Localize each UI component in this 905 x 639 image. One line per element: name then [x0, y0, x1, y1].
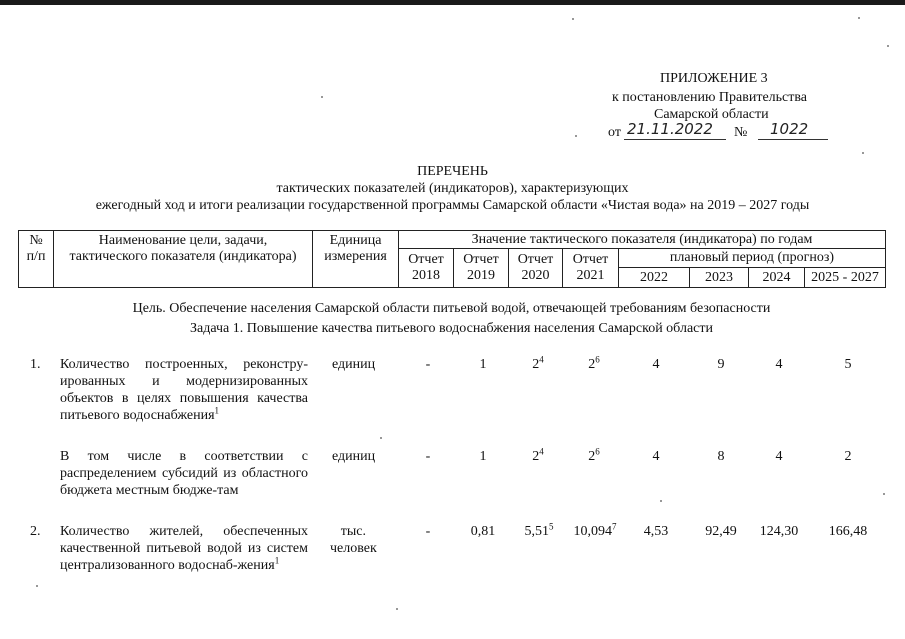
header-year-2025-2027: 2025 - 2027: [805, 268, 886, 288]
header-report-year: 2020: [521, 268, 550, 283]
header-report-2020: [509, 249, 563, 288]
value-2023: [692, 356, 750, 373]
header-value-group: Значение тактического показателя (индикатора) по годам: [399, 231, 886, 249]
footnote-mark: 6: [595, 446, 600, 457]
header-unit-line1: Единица: [329, 233, 382, 248]
footnote-mark: 1: [274, 555, 280, 566]
header-report-2018: [399, 249, 454, 288]
appendix-from-label: от: [608, 125, 621, 140]
header-report-label: Отчет: [517, 252, 554, 267]
scan-speck: [883, 493, 885, 495]
value-2021: [567, 356, 621, 373]
value-text: 2: [844, 449, 852, 464]
scan-speck: [321, 96, 323, 98]
value-text: 4,53: [643, 524, 669, 539]
header-report-year: 2021: [576, 268, 605, 283]
document-subtitle-2: ежегодный ход и итоги реализации государственной программы Самарской области «Чистая вода» на 2019 – 2027 годы: [95, 198, 810, 213]
value-2020: [513, 356, 563, 373]
value-2025-2027: [808, 523, 888, 540]
value-text: 10,094: [573, 524, 612, 539]
value-2024: [752, 448, 806, 465]
scan-speck: [575, 135, 577, 137]
value-2022: [622, 356, 690, 373]
value-text: 124,30: [759, 524, 799, 539]
appendix-decree-line: к постановлению Правительства: [612, 90, 808, 105]
header-report-label: Отчет: [408, 252, 444, 267]
header-num-line2: п/п: [26, 249, 46, 264]
number-underline: [758, 139, 828, 140]
value-2023: [692, 448, 750, 465]
header-report-year: 2018: [412, 268, 440, 283]
value-2020: [513, 523, 565, 540]
task-line: Задача 1. Повышение качества питьевого водоснабжения населения Самарской области: [190, 321, 713, 336]
value-text: -: [425, 524, 431, 539]
unit-line1: тыс.: [340, 524, 367, 539]
unit-cell: единиц: [332, 357, 376, 372]
scan-top-edge: [0, 0, 905, 5]
value-text: 4: [652, 357, 660, 372]
appendix-number: 1022: [770, 120, 809, 138]
value-text: 166,48: [828, 524, 868, 539]
header-year-2023: 2023: [690, 268, 749, 288]
value-2019: [458, 523, 508, 540]
header-name: [54, 231, 313, 288]
indicator-name-text: Количество построенных, реконстру-ированных и модернизированных объектов в целях повышения качества питьевого водоснабжения: [60, 357, 308, 423]
footnote-mark: 1: [214, 405, 220, 416]
unit-line2: человек: [330, 541, 377, 556]
date-underline: [624, 139, 726, 140]
value-2024: [752, 356, 806, 373]
header-year-2022: 2022: [619, 268, 690, 288]
unit-cell: [330, 523, 377, 557]
value-text: 4: [652, 449, 660, 464]
scan-speck: [572, 18, 574, 20]
row-number: 2.: [30, 524, 41, 539]
value-2018: [408, 448, 448, 465]
value-2022: [622, 523, 690, 540]
appendix-title: ПРИЛОЖЕНИЕ 3: [660, 71, 768, 86]
value-text: 5: [844, 357, 852, 372]
value-2021: [567, 448, 621, 465]
header-report-label: Отчет: [572, 252, 609, 267]
scan-speck: [887, 45, 889, 47]
value-text: 9: [717, 357, 725, 372]
header-name-line2: тактического показателя (индикатора): [69, 249, 297, 264]
value-text: 1: [479, 449, 487, 464]
unit-cell: единиц: [332, 449, 376, 464]
header-report-label: Отчет: [463, 252, 499, 267]
value-2019: [458, 448, 508, 465]
value-2021: [565, 523, 625, 540]
value-2025-2027: [808, 448, 888, 465]
table-header: [18, 230, 886, 288]
value-2018: [408, 523, 448, 540]
value-text: 4: [775, 449, 783, 464]
header-report-2019: [454, 249, 509, 288]
value-2020: [513, 448, 563, 465]
footnote-mark: 7: [612, 521, 617, 532]
value-2018: [408, 356, 448, 373]
document-title: ПЕРЕЧЕНЬ: [417, 164, 488, 179]
value-text: 4: [775, 357, 783, 372]
indicator-name: [60, 523, 308, 574]
value-2019: [458, 356, 508, 373]
value-text: 2: [532, 449, 540, 464]
value-2023: [692, 523, 750, 540]
scan-speck: [858, 17, 860, 19]
indicator-name-text: Количество жителей, обеспеченных качественной питьевой водой из систем централизованного водоснаб-жения: [60, 524, 308, 573]
header-report-2021: [563, 249, 619, 288]
scan-speck: [36, 585, 38, 587]
appendix-region-line: Самарской области: [654, 107, 769, 122]
value-text: 8: [717, 449, 725, 464]
value-text: -: [425, 449, 431, 464]
value-text: 2: [588, 449, 596, 464]
header-report-year: 2019: [467, 268, 495, 283]
value-text: 0,81: [470, 524, 496, 539]
header-planned-period: плановый период (прогноз): [619, 249, 886, 268]
value-2024: [752, 523, 806, 540]
footnote-mark: 5: [549, 521, 554, 532]
indicator-name-text: В том числе в соответствии с распределением субсидий из областного бюджета местным бюдже-там: [60, 449, 308, 498]
header-name-line1: Наименование цели, задачи,: [98, 233, 268, 248]
scan-speck: [396, 608, 398, 610]
appendix-date: 21.11.2022: [627, 120, 713, 138]
row-number: 1.: [30, 357, 41, 372]
scan-speck: [660, 500, 662, 502]
footnote-mark: 4: [539, 354, 544, 365]
value-text: 1: [479, 357, 487, 372]
value-text: 5,51: [524, 524, 549, 539]
value-2022: [622, 448, 690, 465]
header-unit: [313, 231, 399, 288]
scan-speck: [862, 152, 864, 154]
value-text: 2: [588, 357, 596, 372]
header-num-line1: №: [29, 233, 43, 248]
document-subtitle: тактических показателей (индикаторов), характеризующих: [276, 181, 629, 196]
goal-line: Цель. Обеспечение населения Самарской области питьевой водой, отвечающей требованиям безопасности: [132, 301, 771, 316]
header-year-2024: 2024: [749, 268, 805, 288]
indicator-name: [60, 356, 308, 424]
scan-speck: [380, 437, 382, 439]
value-text: 92,49: [705, 524, 737, 539]
header-num: [19, 231, 54, 288]
appendix-number-label: №: [734, 125, 748, 140]
value-text: -: [425, 357, 431, 372]
header-unit-line2: измерения: [324, 249, 387, 264]
indicator-name: [60, 448, 308, 499]
value-2025-2027: [808, 356, 888, 373]
value-text: 2: [532, 357, 540, 372]
footnote-mark: 4: [539, 446, 544, 457]
footnote-mark: 6: [595, 354, 600, 365]
